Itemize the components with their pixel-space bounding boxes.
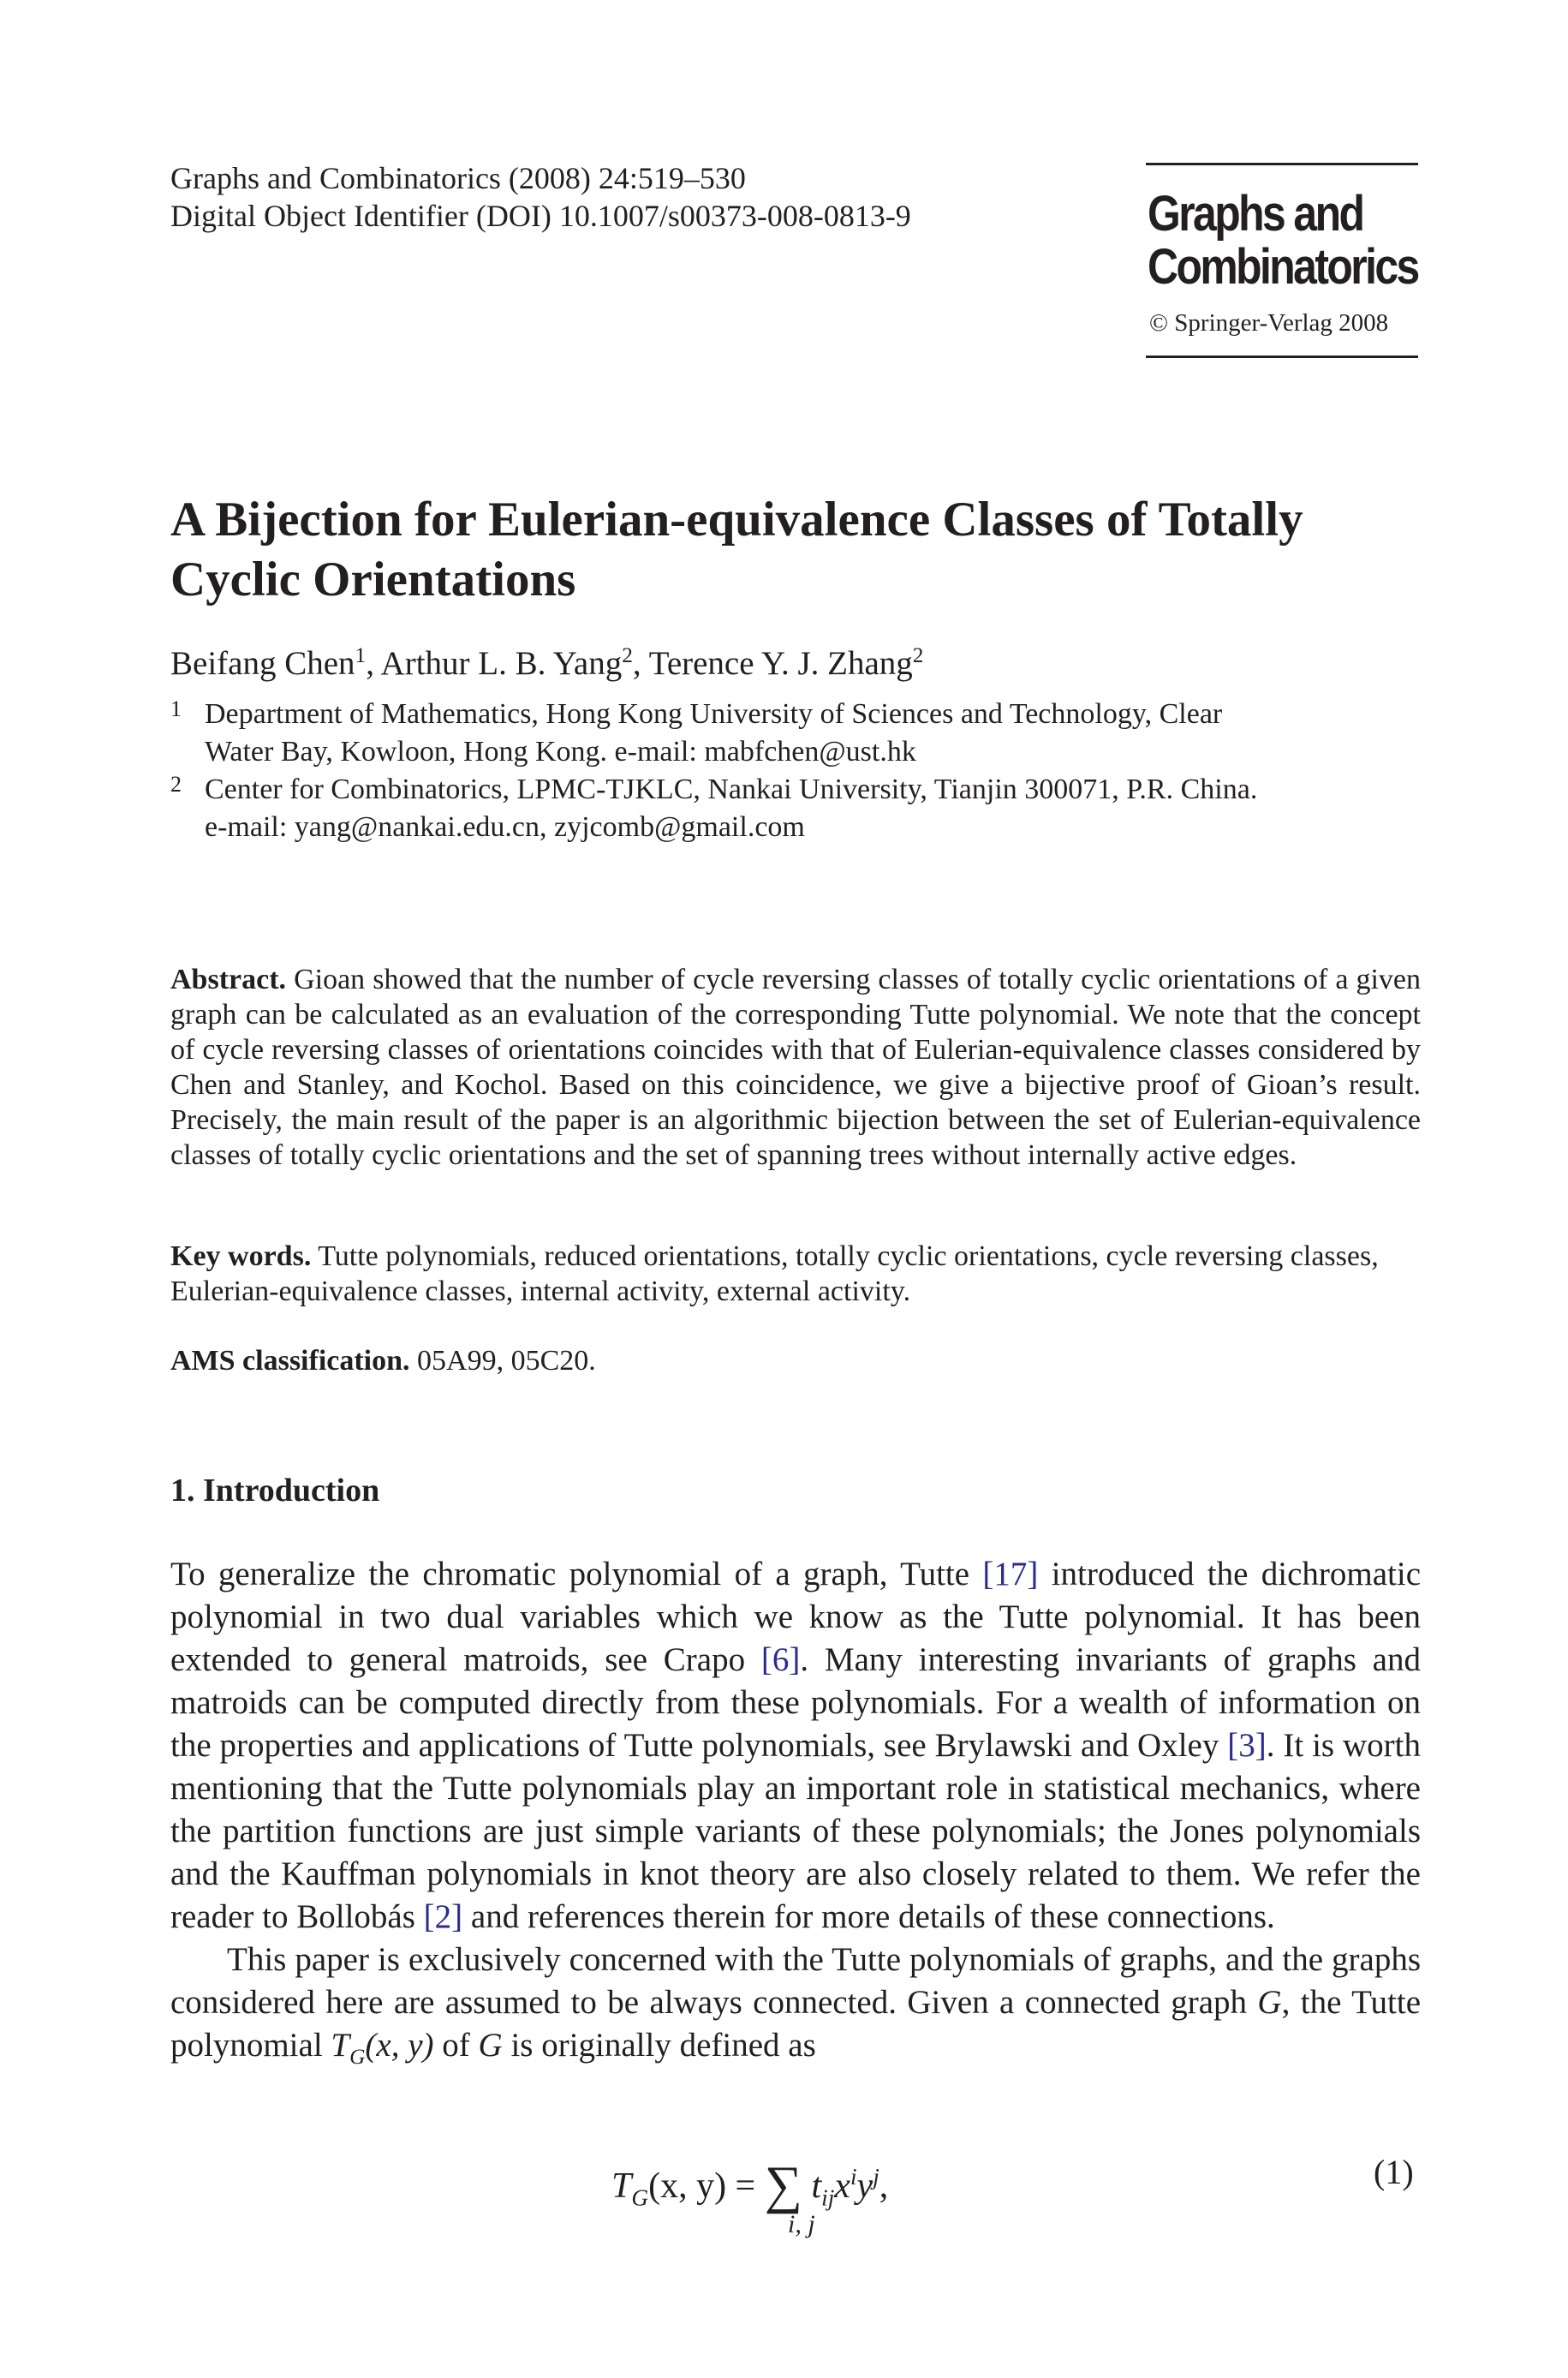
affiliation-text: Center for Combinatorics, LPMC-TJKLC, Nankai University, Tianjin 300071, P.R. China. <box>205 774 1258 805</box>
author-name: , Terence Y. J. Zhang <box>632 645 913 682</box>
keywords-label: Key words. <box>170 1240 312 1272</box>
ams-text: 05A99, 05C20. <box>417 1345 596 1377</box>
journal-name-line1: Graphs and <box>1148 186 1363 242</box>
keywords-text: Tutte polynomials, reduced orientations, totally cyclic orientations, cycle reversing classes, Eulerian-equivalence classes, internal activity, external activity. <box>170 1240 1379 1307</box>
paragraph: To generalize the chromatic polynomial of a graph, Tutte [17] introduced the dichromatic polynomial in two dual variables which we know as the Tutte polynomial. It has been extended to general matroids, see Crapo [6]. Many interesting invariants of graphs and matroids can be computed directly from these polynomials. For a wealth of information on the properties and applications of Tutte polynomials, see Brylawski and Oxley [3]. It is worth mentioning that the Tutte polynomials play an important role in statistical mechanics, where the partition functions are just simple variants of these polynomials; the Jones polynomials and the Kauffman polynomials in knot theory are also closely related to them. We refer the reader to Bollobás [2] and references therein for more details of these connections. <box>170 1556 1422 1935</box>
section-heading: 1. Introduction <box>170 1473 380 1509</box>
citation-link[interactable]: [3] <box>1227 1727 1267 1764</box>
equation-1: $T_G(x$, y) = ∑ $t_{ij}x^iy^j$, i, j <box>611 2156 889 2238</box>
author-affil-mark: 1 <box>355 643 367 667</box>
author-affil-mark: 2 <box>622 643 633 667</box>
ams-classification <box>170 1345 596 1377</box>
title-line2: Cyclic Orientations <box>170 553 576 606</box>
affiliation-text: Department of Mathematics, Hong Kong University of Sciences and Technology, Clear <box>205 698 1223 730</box>
copyright: © Springer-Verlag 2008 <box>1149 309 1389 337</box>
affiliation-2 <box>170 771 1421 846</box>
paragraph: This paper is exclusively concerned with the Tutte polynomials of graphs, and the graphs considered here are assumed to be always connected. Given a connected graph G, the Tutte polynomial $T_G(x$, y) of G is originally defined as <box>170 1941 1422 2069</box>
equation-number: (1) <box>1374 2153 1414 2191</box>
keywords <box>170 1239 1421 1309</box>
citation-link[interactable]: [2] <box>423 1898 463 1935</box>
abstract-label: Abstract. <box>170 964 287 995</box>
summation-sign: ∑ <box>764 2156 802 2214</box>
author-list <box>170 644 923 683</box>
abstract <box>170 962 1421 1173</box>
citation-line: Graphs and Combinatorics (2008) 24:519–530 <box>170 161 746 195</box>
affiliation-text: e-mail: yang@nankai.edu.cn, zyjcomb@gmail.com <box>205 811 805 843</box>
abstract-text: Gioan showed that the number of cycle reversing classes of totally cyclic orientations of a given graph can be calculated as an evaluation of the corresponding Tutte polynomial. We note that the concept of cycle reversing classes of orientations coincides with that of Eulerian-equivalence classes considered by Chen and Stanley, and Kochol. Based on this coincidence, we give a bijective proof of Gioan’s result. Precisely, the main result of the paper is an algorithmic bijection between the set of Eulerian-equivalence classes of totally cyclic orientations and the set of spanning trees without internally active edges. <box>170 964 1422 1171</box>
author-name: , Arthur L. B. Yang <box>366 645 623 682</box>
doi-line: Digital Object Identifier (DOI) 10.1007/s00373-008-0813-9 <box>170 199 911 233</box>
summation-index: i, j <box>788 2210 815 2238</box>
affiliation-text: Water Bay, Kowloon, Hong Kong. e-mail: mabfchen@ust.hk <box>205 736 916 768</box>
author-affil-mark: 2 <box>912 643 924 667</box>
ams-label: AMS classification. <box>170 1345 410 1377</box>
citation-link[interactable]: [6] <box>760 1641 801 1678</box>
affiliation-number: 1 <box>170 696 182 721</box>
paper-title <box>170 490 1412 610</box>
citation-link[interactable]: [17] <box>982 1556 1039 1592</box>
citation-block <box>170 159 911 235</box>
author-name: Beifang Chen <box>170 645 355 682</box>
affiliation-number: 2 <box>170 772 182 797</box>
affiliation-1 <box>170 696 1421 771</box>
journal-name <box>1148 188 1418 294</box>
journal-logo <box>1146 163 1418 358</box>
introduction-body <box>170 1553 1421 2067</box>
journal-name-line2: Combinatorics <box>1148 239 1418 295</box>
title-line1: A Bijection for Eulerian-equivalence Classes of Totally <box>170 493 1303 547</box>
